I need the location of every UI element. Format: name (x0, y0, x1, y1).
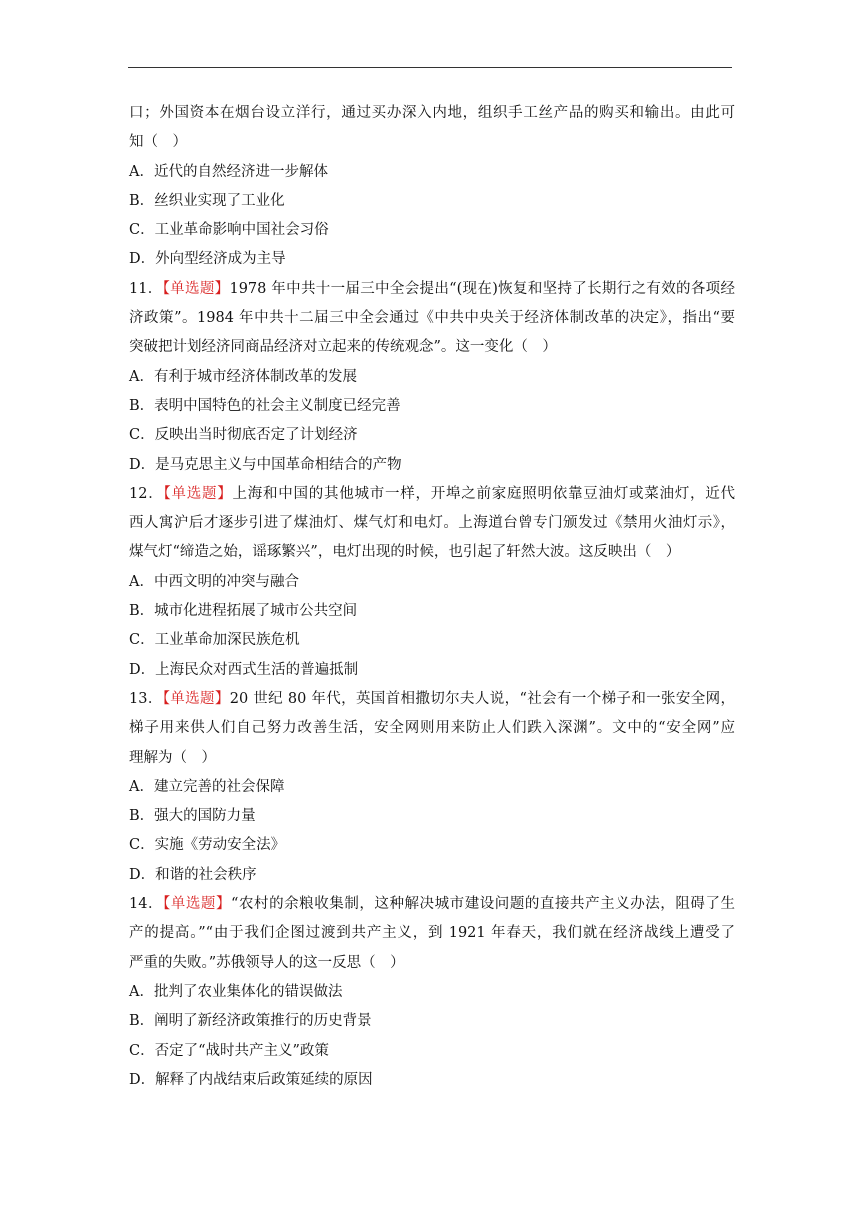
option-c: C．实施《劳动安全法》 (129, 837, 286, 854)
question-stem-line: 梯子用来供人们自己努力改善生活，安全网则用来防止人们跌入深渊”。文中的“安全网”应 (129, 720, 735, 737)
question-stem-line (129, 685, 735, 714)
question-stem-line: 济政策”。1984 年中共十二届三中全会通过《中共中央关于经济体制改革的决定》，指出“要 (129, 310, 735, 327)
question-number: 14． (129, 896, 164, 913)
option-b: B．强大的国防力量 (129, 808, 256, 825)
option-d: D．外向型经济成为主导 (129, 251, 286, 268)
option-b: B．城市化进程拓展了城市公共空间 (129, 603, 358, 620)
option-c: C．否定了“战时共产主义”政策 (129, 1042, 329, 1059)
question-stem-line: 突破把计划经济同商品经济对立起来的传统观念”。这一变化（ ） (129, 339, 557, 356)
option-d: D．上海民众对西式生活的普遍抵制 (129, 661, 359, 678)
option-d: D．和谐的社会秩序 (129, 866, 257, 883)
question-stem-text: 1978 年中共十一届三中全会提出“(现在)恢复和坚持了长期行之有效的各项经 (229, 280, 735, 297)
option-b: B．阐明了新经济政策推行的历史背景 (129, 1013, 372, 1030)
question-type-tag: 【单选题】 (163, 485, 233, 502)
question-content (129, 99, 735, 1095)
option-c: C．工业革命加深民族危机 (129, 632, 300, 649)
header-rule (128, 67, 732, 68)
option-c: C．工业革命影响中国社会习俗 (129, 222, 329, 239)
question-stem-text: 上海和中国的其他城市一样，开埠之前家庭照明依靠豆油灯或菜油灯，近代 (232, 485, 735, 502)
question-stem-line: 口；外国资本在烟台设立洋行，通过买办深入内地，组织手工丝产品的购买和输出。由此可 (129, 105, 735, 121)
option-a: A．近代的自然经济进一步解体 (129, 163, 328, 180)
question-stem-line: 煤气灯“缔造之始，谣琢繁兴”，电灯出现的时候，也引起了轩然大波。这反映出（ ） (129, 544, 681, 561)
option-a: A．建立完善的社会保障 (129, 778, 285, 795)
option-a: A．有利于城市经济体制改革的发展 (129, 368, 357, 385)
option-d: D．是马克思主义与中国革命相结合的产物 (129, 456, 402, 473)
question-11 (129, 275, 735, 480)
option-b: B．表明中国特色的社会主义制度已经完善 (129, 397, 401, 414)
question-10-continuation (129, 99, 735, 275)
question-stem-line (129, 890, 735, 919)
question-13 (129, 685, 735, 890)
option-b: B．丝织业实现了工业化 (129, 192, 285, 209)
question-number: 12． (129, 485, 164, 502)
question-stem-line: 产的提高。”“由于我们企图过渡到共产主义，到 1921 年春天，我们就在经济战线上遭受了 (129, 925, 735, 942)
option-a: A．批判了农业集体化的错误做法 (129, 983, 343, 1000)
question-type-tag: 【单选题】 (162, 280, 230, 297)
question-stem-line: 严重的失败。”苏俄领导人的这一反思（ ） (129, 954, 405, 971)
option-c: C．反映出当时彻底否定了计划经济 (129, 427, 358, 444)
question-number: 11． (129, 280, 163, 297)
question-stem-line: 知（ ） (129, 134, 187, 151)
question-stem-line: 理解为（ ） (129, 749, 216, 766)
question-stem-text: 20 世纪 80 年代，英国首相撒切尔夫人说，“社会有一个梯子和一张安全网， (229, 690, 735, 707)
option-d: D．解释了内战结束后政策延续的原因 (129, 1071, 373, 1088)
question-type-tag: 【单选题】 (163, 896, 232, 913)
question-12 (129, 480, 735, 685)
question-stem-line: 西人寓沪后才逐步引进了煤油灯、煤气灯和电灯。上海道台曾专门颁发过《禁用火油灯示》， (129, 515, 735, 532)
option-a: A．中西文明的冲突与融合 (129, 573, 299, 590)
question-stem-line (129, 275, 735, 304)
question-number: 13． (129, 690, 163, 707)
question-stem-text: “农村的余粮收集制，这种解决城市建设问题的直接共产主义办法，阻碍了生 (231, 896, 735, 913)
question-stem-line (129, 480, 735, 509)
question-14 (129, 890, 735, 1095)
question-type-tag: 【单选题】 (162, 690, 230, 707)
